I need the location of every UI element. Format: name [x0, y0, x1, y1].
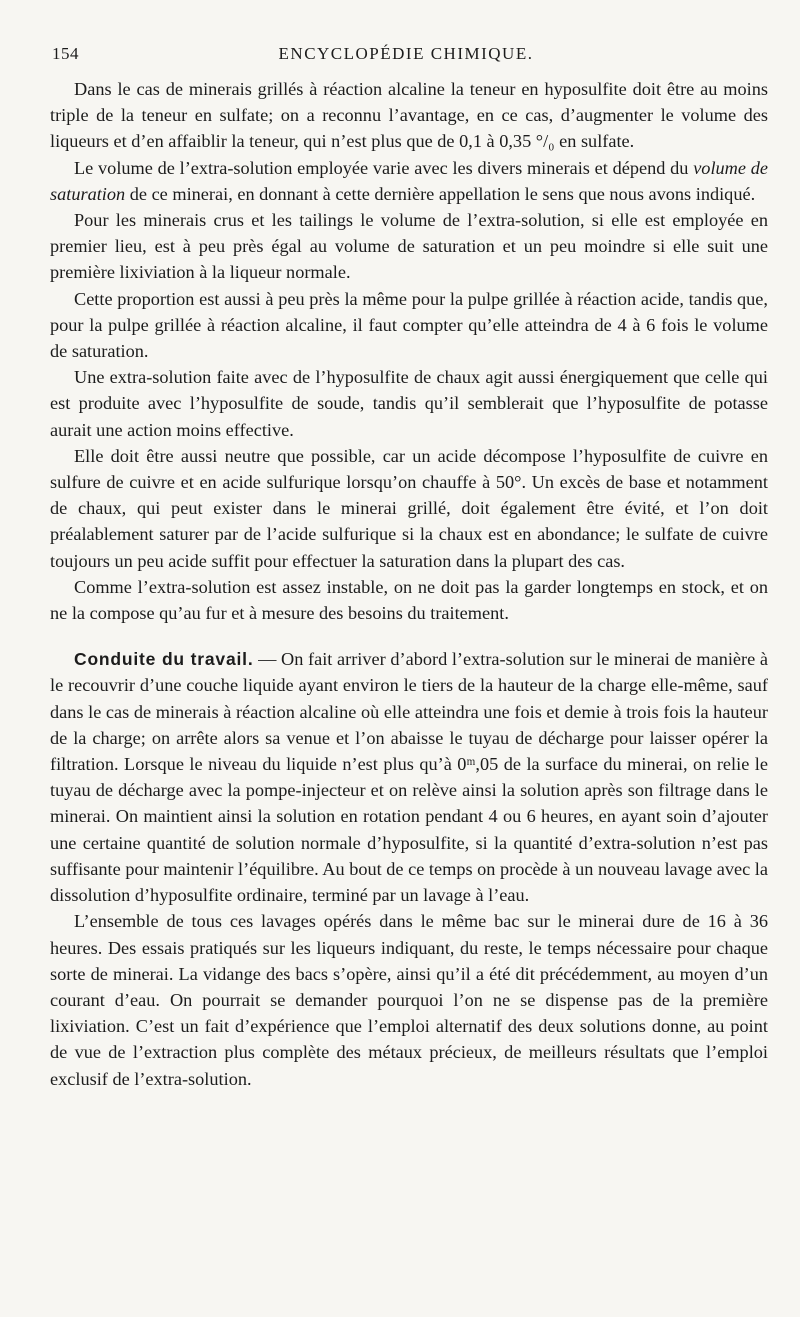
paragraph: Elle doit être aussi neutre que possible, car un acide décompose l’hyposulfite de cuivre en sulfure de cuivre et en acide sulfurique lorsqu’on chauffe à 50°. Un excès de base et notamment de chaux, qui peut exister dans le minerai grillé, doit également être évité, et l’on doit préalablement saturer par de l’acide sulfurique si la chaux est en abondance; le sulfate de cuivre toujours un peu acide suffit pour effectuer la saturation dans la plupart des cas. [50, 445, 768, 571]
paragraph-text: — On fait arriver d’abord l’extra-solution sur le minerai de manière à le recouvrir d’une couche liquide ayant environ le tiers de la hauteur de la charge elle-même, sauf dans le cas de minerais à réaction alcaline où elle atteindra une fois et demie à trois fois la hauteur de la charge; on arrête alors sa venue et l’on abaisse le tuyau de décharge pour laisser opérer la filtration. Lorsque le niveau du liquide n’est plus qu’à 0ᵐ,05 de la surface du minerai, on relie le tuyau de décharge avec la pompe-injecteur et on relève ainsi la solution après son filtrage dans le minerai. On maintient ainsi la solution en rotation pendant 4 ou 6 heures, en ayant soin d’ajouter une certaine quantité de solution normale d’hyposulfite, si la quantité d’extra-solution n’est pas suffisante pour maintenir l’équilibre. Au bout de ce temps on procède à un nouveau lavage avec la dissolution d’hyposulfite ordinaire, terminé par un lavage à l’eau. [50, 649, 768, 906]
paragraph: Pour les minerais crus et les tailings le volume de l’extra-solution, si elle est employée en premier lieu, est à peu près égal au volume de saturation et un peu moindre si elle suit une première lixiviation à la liqueur normale. [50, 210, 768, 283]
paragraph-text: de ce minerai, en donnant à cette dernière appellation le sens que nous avons indiqué. [125, 183, 756, 204]
paragraph: Une extra-solution faite avec de l’hyposulfite de chaux agit aussi énergiquement que celle qui est produite avec l’hyposulfite de soude, tandis qu’il semblerait que l’hyposulfite de potasse aurait une action moins effective. [50, 367, 768, 440]
page-number: 154 [52, 44, 79, 63]
paragraph: L’ensemble de tous ces lavages opérés dans le même bac sur le minerai dure de 16 à 36 heures. Des essais pratiqués sur les liqueurs indiquant, du reste, le temps nécessaire pour chaque sorte de minerai. La vidange des bacs s’opère, ainsi qu’il a été dit précédemment, au moyen d’un courant d’eau. On pourrait se demander pourquoi l’on ne se dispense pas de la première lixiviation. C’est un fait d’expérience que l’emploi alternatif des deux solutions donne, au point de vue de l’extraction plus complète des métaux précieux, de meilleurs résultats que l’emploi exclusif de l’extra-solution. [50, 911, 768, 1089]
section-paragraph [50, 646, 768, 908]
paragraph: Dans le cas de minerais grillés à réaction alcaline la teneur en hyposulfite doit être au moins triple de la teneur en sulfate; on a reconnu l’avantage, en ce cas, d’augmenter le volume des liqueurs et d’en affaiblir la teneur, qui n’est plus que de 0,1 à 0,35 °/₀ en sulfate. [50, 79, 768, 152]
emphasized-term: volume de saturation [50, 157, 768, 204]
paragraph-text: Le volume de l’extra-solution employée varie avec les divers minerais et dépend du [74, 157, 694, 178]
section-heading: Conduite du travail. [74, 649, 254, 670]
page-header [52, 44, 760, 68]
paragraph: Comme l’extra-solution est assez instable, on ne doit pas la garder longtemps en stock, et on ne la compose qu’au fur et à mesure des besoins du traitement. [50, 576, 768, 624]
body-text [50, 76, 768, 1092]
running-title: ENCYCLOPÉDIE CHIMIQUE. [278, 44, 534, 63]
paragraph [50, 155, 768, 207]
paragraph: Cette proportion est aussi à peu près la même pour la pulpe grillée à réaction acide, tandis que, pour la pulpe grillée à réaction alcaline, il faut compter qu’elle atteindra de 4 à 6 fois le volume de saturation. [50, 288, 768, 362]
